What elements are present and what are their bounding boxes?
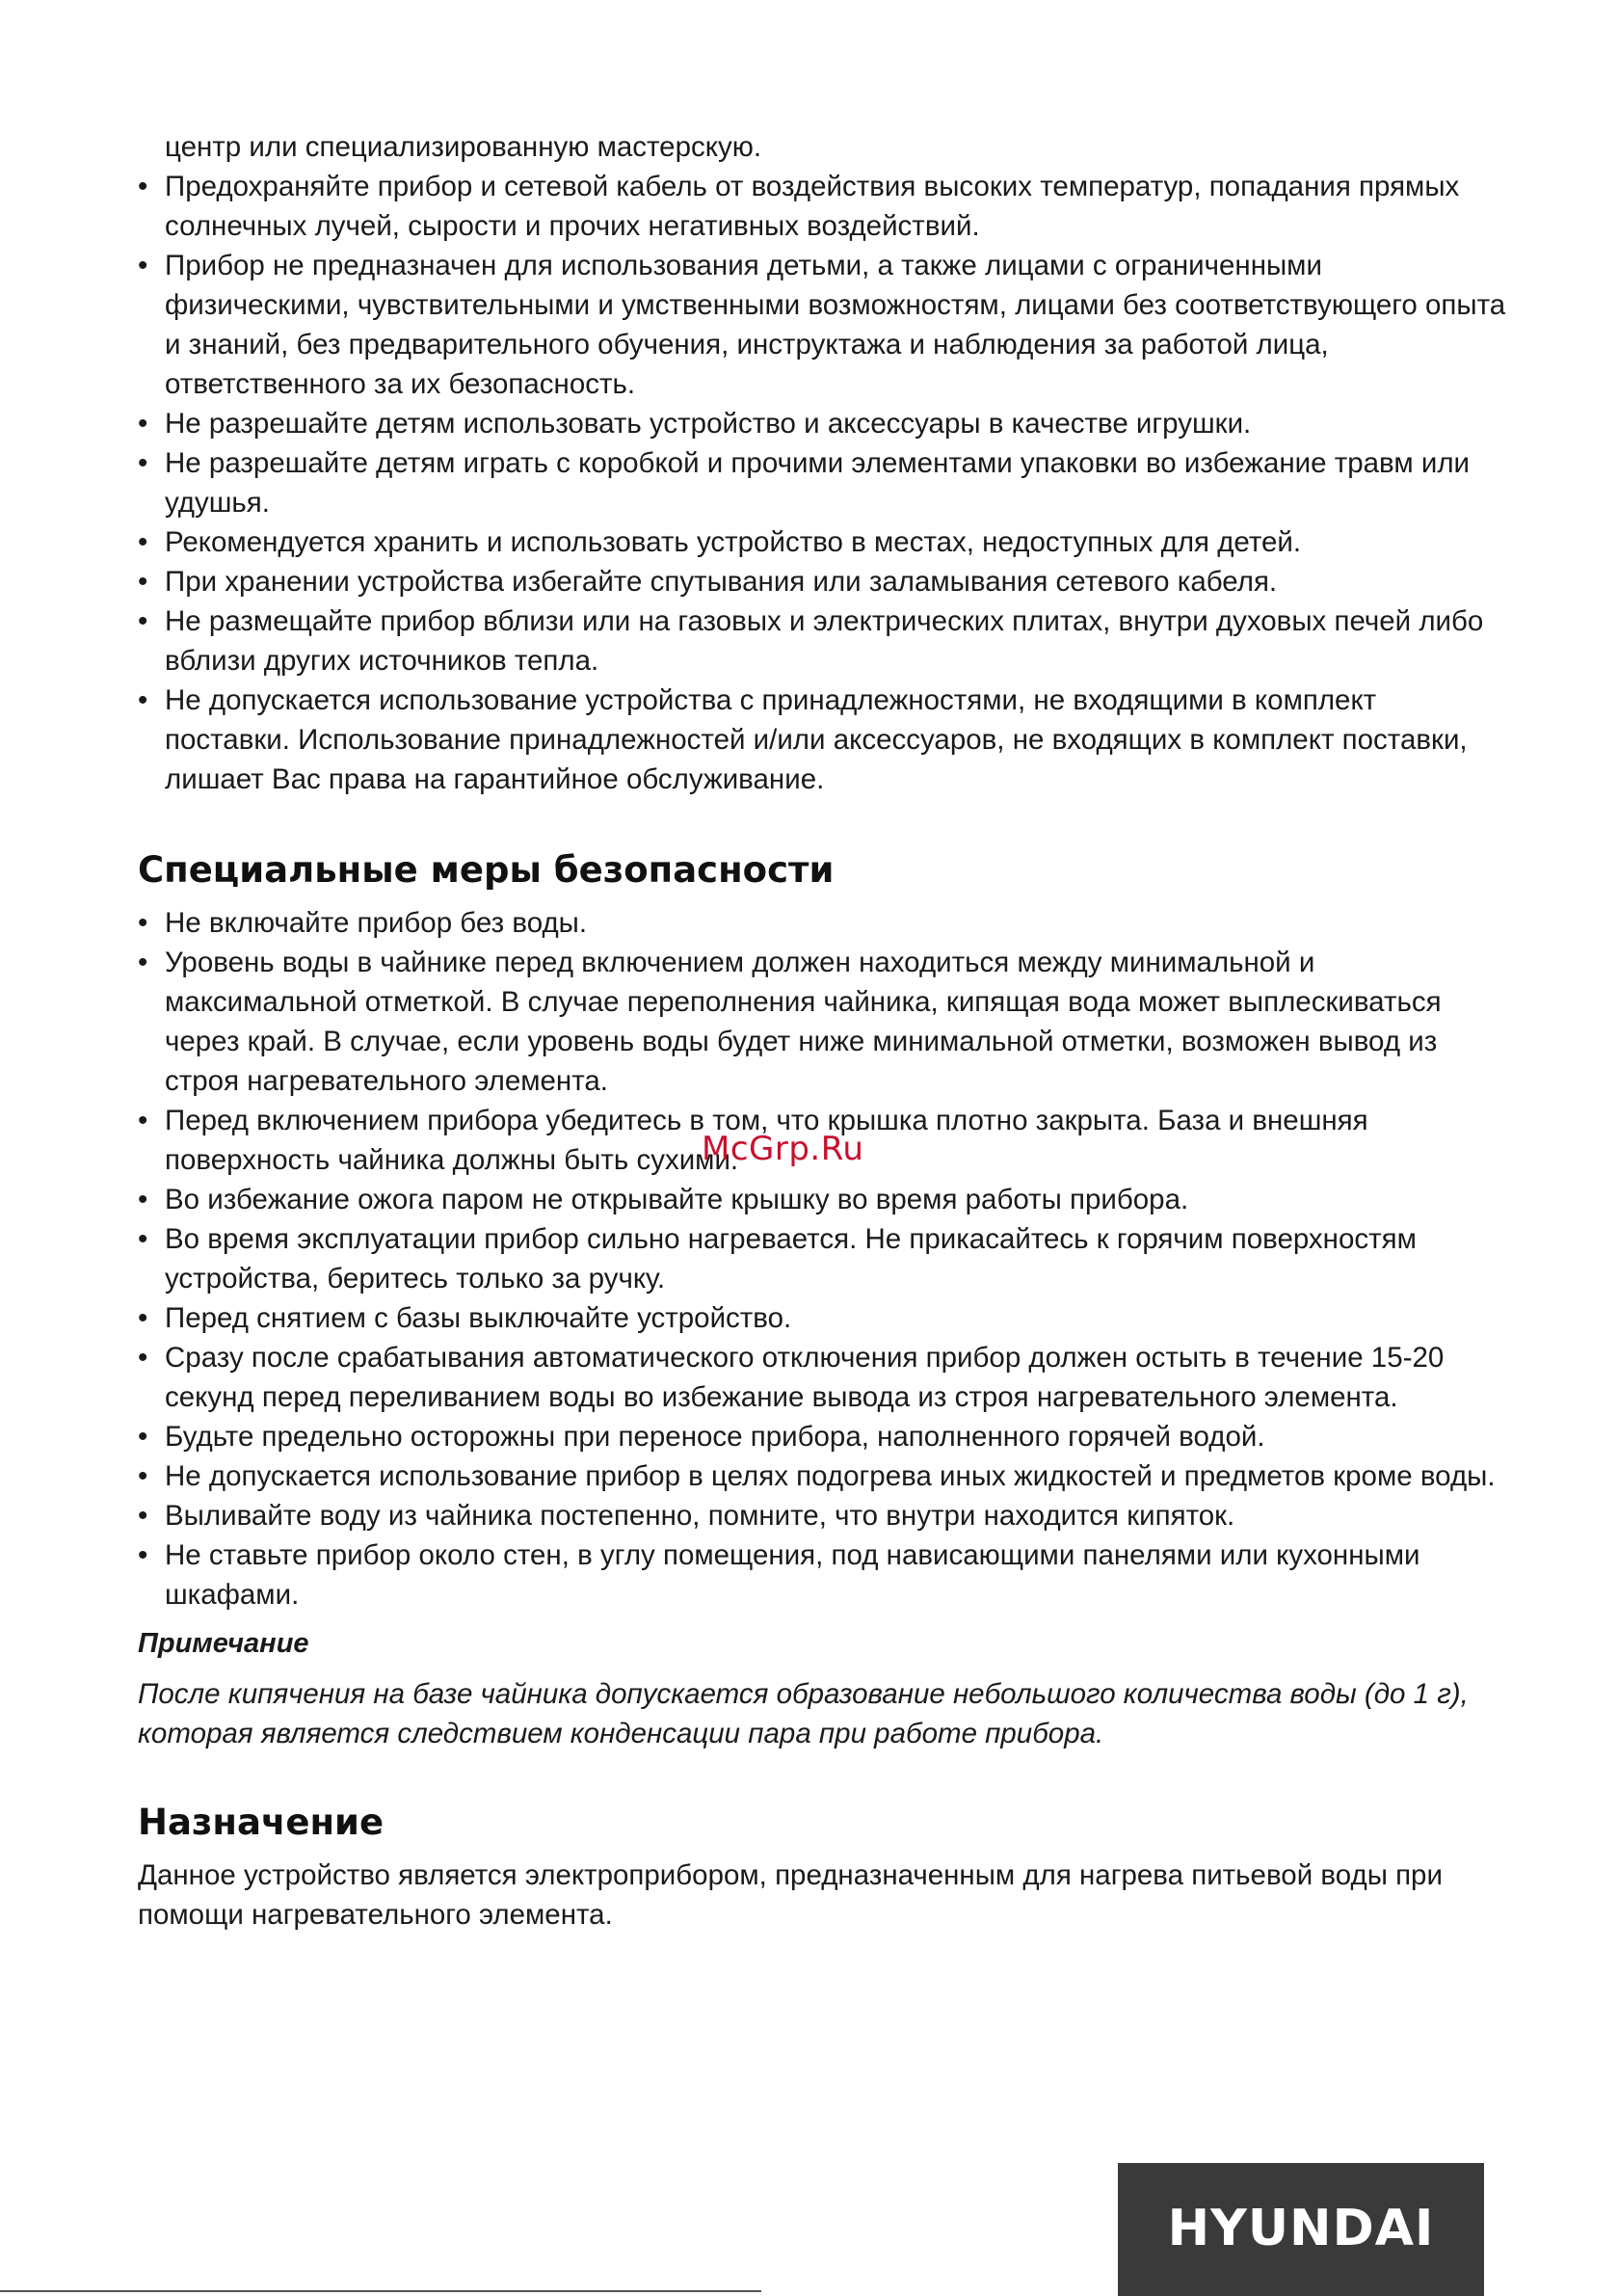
list-item: • Рекомендуется хранить и использовать устройство в местах, недоступных для детей. xyxy=(138,522,1506,562)
note-title: Примечание xyxy=(138,1628,309,1659)
watermark: McGrp.Ru xyxy=(702,1130,864,1168)
list-item: центр или специализированную мастерскую. xyxy=(165,131,762,163)
list-item: • Выливайте воду из чайника постепенно, помните, что внутри находится кипяток. xyxy=(138,1496,1506,1535)
footer-divider xyxy=(0,2290,761,2292)
purpose-text: Данное устройство является электроприбором, предназначенным для нагрева питьевой воды при помощи нагревательного элемента. xyxy=(138,1859,1443,1931)
list-item: • При хранении устройства избегайте спутывания или заламывания сетевого кабеля. xyxy=(138,562,1506,601)
list-item: • Перед снятием с базы выключайте устройство. xyxy=(138,1298,1506,1338)
list-item: • Не включайте прибор без воды. xyxy=(138,903,1506,943)
section-heading-special-safety: Специальные меры безопасности xyxy=(138,849,835,891)
brand-logo-text: HYUNDAI xyxy=(1167,2200,1435,2257)
list-item: • Перед включением прибора убедитесь в том, что крышка плотно закрыта. База и внешняя поверхность чайника должны быть сухими. xyxy=(138,1101,1506,1180)
list-item: • Не размещайте прибор вблизи или на газовых и электрических плитах, внутри духовых печей либо вблизи других источников тепла. xyxy=(138,601,1506,681)
list-item: • Сразу после срабатывания автоматического отключения прибор должен остыть в течение 15-20 секунд перед переливанием воды во избежание вывода из строя нагревательного элемента. xyxy=(138,1338,1506,1417)
list-item: • Не разрешайте детям играть с коробкой и прочими элементами упаковки во избежание травм или удушья. xyxy=(138,443,1506,522)
list-item: • Не ставьте прибор около стен, в углу помещения, под нависающими панелями или кухонными шкафами. xyxy=(138,1535,1506,1615)
list-item: • Не допускается использование прибор в целях подогрева иных жидкостей и предметов кроме воды. xyxy=(138,1456,1506,1496)
brand-logo xyxy=(1118,2163,1484,2296)
section-heading-purpose: Назначение xyxy=(138,1802,385,1843)
note-text: После кипячения на базе чайника допускается образование небольшого количества воды (до 1 г), которая является следствием конденсации пара при работе прибора. xyxy=(138,1678,1469,1749)
general-safety-list xyxy=(138,127,1506,799)
list-item: • Прибор не предназначен для использования детьми, а также лицами с ограниченными физическими, чувствительными и умственными возможностям, лицами без соответствующего опыта и знаний, без предварительного обучения, инструктажа и наблюдения за работой лица, ответственного за их безопасность. xyxy=(138,246,1506,404)
list-item: • Уровень воды в чайнике перед включением должен находиться между минимальной и максимальной отметкой. В случае переполнения чайника, кипящая вода может выплескиваться через край. В случае, если уровень воды будет ниже минимальной отметки, возможен вывод из строя нагревательного элемента. xyxy=(138,943,1506,1101)
list-item: • Во время эксплуатации прибор сильно нагревается. Не прикасайтесь к горячим поверхностям устройства, беритесь только за ручку. xyxy=(138,1219,1506,1298)
list-item: • Не разрешайте детям использовать устройство и аксессуары в качестве игрушки. xyxy=(138,404,1506,443)
list-item: • Предохраняйте прибор и сетевой кабель от воздействия высоких температур, попадания прямых солнечных лучей, сырости и прочих негативных воздействий. xyxy=(138,167,1506,246)
list-item: • Будьте предельно осторожны при переносе прибора, наполненного горячей водой. xyxy=(138,1417,1506,1456)
page-content xyxy=(138,127,1506,1935)
special-safety-list xyxy=(138,903,1506,1615)
list-item: • Во избежание ожога паром не открывайте крышку во время работы прибора. xyxy=(138,1180,1506,1219)
list-item: • Не допускается использование устройства с принадлежностями, не входящими в комплект поставки. Использование принадлежностей и/или аксессуаров, не входящих в комплект поставки, лишает Вас права на гарантийное обслуживание. xyxy=(138,681,1506,799)
